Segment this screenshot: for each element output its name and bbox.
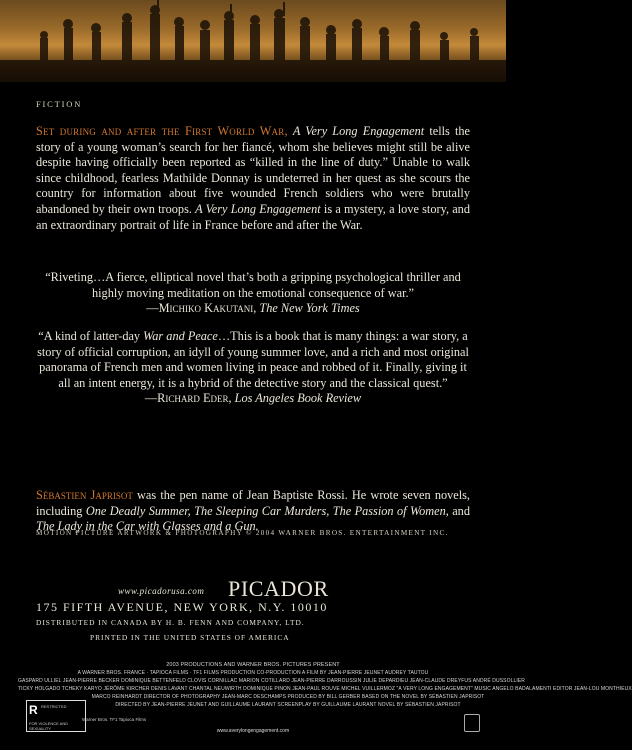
author-bio <box>36 488 470 535</box>
quote-text-2: …This is a book that is many things: a war story, a story of official corruption, an idyll of young summer love, and a rich and most original panorama of French men and women living in peace and robbed of it. Finally, giving it all an intent energy, it is a hybrid of the detective story and the classical quest.” <box>37 329 469 390</box>
movie-url[interactable]: www.averylongengagement.com <box>216 728 290 734</box>
artwork-credit: MOTION PICTURE ARTWORK & PHOTOGRAPHY © 2004 WARNER BROS. ENTERTAINMENT INC. <box>36 529 449 537</box>
book-description <box>36 124 470 233</box>
distribution-note: DISTRIBUTED IN CANADA BY H. B. FENN AND COMPANY, LTD. <box>36 618 305 627</box>
review-quote-1 <box>36 270 470 317</box>
publisher-url[interactable]: www.picadorusa.com <box>118 586 205 596</box>
bio-book-last: The Lady in the Car with Glasses and a Gun. <box>36 519 259 534</box>
rating-letter: R <box>29 703 38 717</box>
description-title-2: A Very Long Engagement <box>195 201 321 216</box>
movie-billing-block <box>18 662 632 742</box>
battlefield-banner <box>0 0 506 82</box>
quote-title: War and Peace <box>143 329 218 343</box>
quote-text: “A kind of latter-day <box>38 329 144 343</box>
quote-text: “Riveting…A fierce, elliptical novel that’s both a gripping psychological thriller and highly moving meditation on the emotional consequence of war.” <box>45 270 461 300</box>
quote-attribution: —Richard Eder, <box>144 391 232 406</box>
billing-line: MARCO REINHARDT DIRECTOR OF PHOTOGRAPHY JEAN-MARC DESCHAMPS PRODUCED BY BILL GERBER BASED ON THE NOVEL BY SÉBASTIEN JAPRISOT <box>91 694 485 700</box>
bio-text: was the pen name of Jean Baptiste Rossi. He wrote seven novels, including <box>36 488 470 518</box>
studio-logos: Warner Bros. TF1 Tapioca Films <box>82 717 147 722</box>
bio-books: One Deadly Summer, The Sleeping Car Murders, The Passion of Women, <box>85 503 449 518</box>
category-label: FICTION <box>36 99 83 109</box>
publisher-address: 175 FIFTH AVENUE, NEW YORK, N.Y. 10010 <box>36 600 328 614</box>
description-text: tells the story of a young woman’s search for her fiancé, whom she believes might still be alive despite having officially been reported as “killed in the line of duty.” Unable to walk since childhood, fearless Mathilde Donnay is undeterred in her quest as she scours the country for information about five wounded French soldiers who were brutally abandoned by their own troops. <box>36 124 471 216</box>
printed-note: PRINTED IN THE UNITED STATES OF AMERICA <box>90 633 290 642</box>
billing-line: 2003 PRODUCTIONS AND WARNER BROS. PICTURES PRESENT <box>166 662 340 668</box>
quote-source: The New York Times <box>259 301 360 316</box>
billing-line: TICKY HOLGADO TCHEKY KARYO JÉRÔME KIRCHER DENIS LAVANT CHANTAL NEUWIRTH DOMINIQUE PINON JEAN-PAUL ROUVE MICHEL VUILLERMOZ "A VERY LONG ENGAGEMENT" MUSIC ANGELO BADALAMENTI EDITOR JEAN-LOU MONTHIEUX <box>18 686 632 692</box>
billing-line: A WARNER BROS. FRANCE · TAPIOCA FILMS · TF1 FILMS PRODUCTION CO-PRODUCTION A FILM BY JEAN-PIERRE JEUNET AUDREY TAUTOU <box>77 670 429 676</box>
publisher-name: PICADOR <box>228 576 329 601</box>
rating-title: RESTRICTED <box>41 704 67 709</box>
billing-line: GASPARD ULLIEL JEAN-PIERRE BECKER DOMINIQUE BETTENFELD CLOVIS CORNILLAC MARION COTILLARD JEAN-PIERRE DARROUSSIN JULIE DEPARDIEU JEAN-CLAUDE DREYFUS ANDRÉ DUSSOLLIER <box>18 678 525 684</box>
description-text-2: is a mystery, a love story, and an extraordinary portrait of life in France before and after the War. <box>36 201 470 232</box>
author-name: Sébastien Japrisot <box>36 488 133 502</box>
bio-text-2: and <box>448 503 470 518</box>
quote-attribution: —Michiko Kakutani, <box>146 301 257 316</box>
description-lead: Set during and after the First World War, <box>36 124 288 138</box>
quote-source: Los Angeles Book Review <box>234 391 362 406</box>
soldier-silhouettes <box>0 0 506 82</box>
billing-line: DIRECTED BY JEAN-PIERRE JEUNET AND GUILLAUME LAURANT SCREENPLAY BY GUILLAUME LAURANT NOVEL BY SÉBASTIEN JAPRISOT <box>115 702 461 708</box>
description-title: A Very Long Engagement <box>292 124 425 138</box>
review-quote-2 <box>36 329 470 407</box>
rating-reason: FOR VIOLENCE AND SEXUALITY <box>29 721 69 731</box>
union-seal-icon <box>464 714 480 732</box>
